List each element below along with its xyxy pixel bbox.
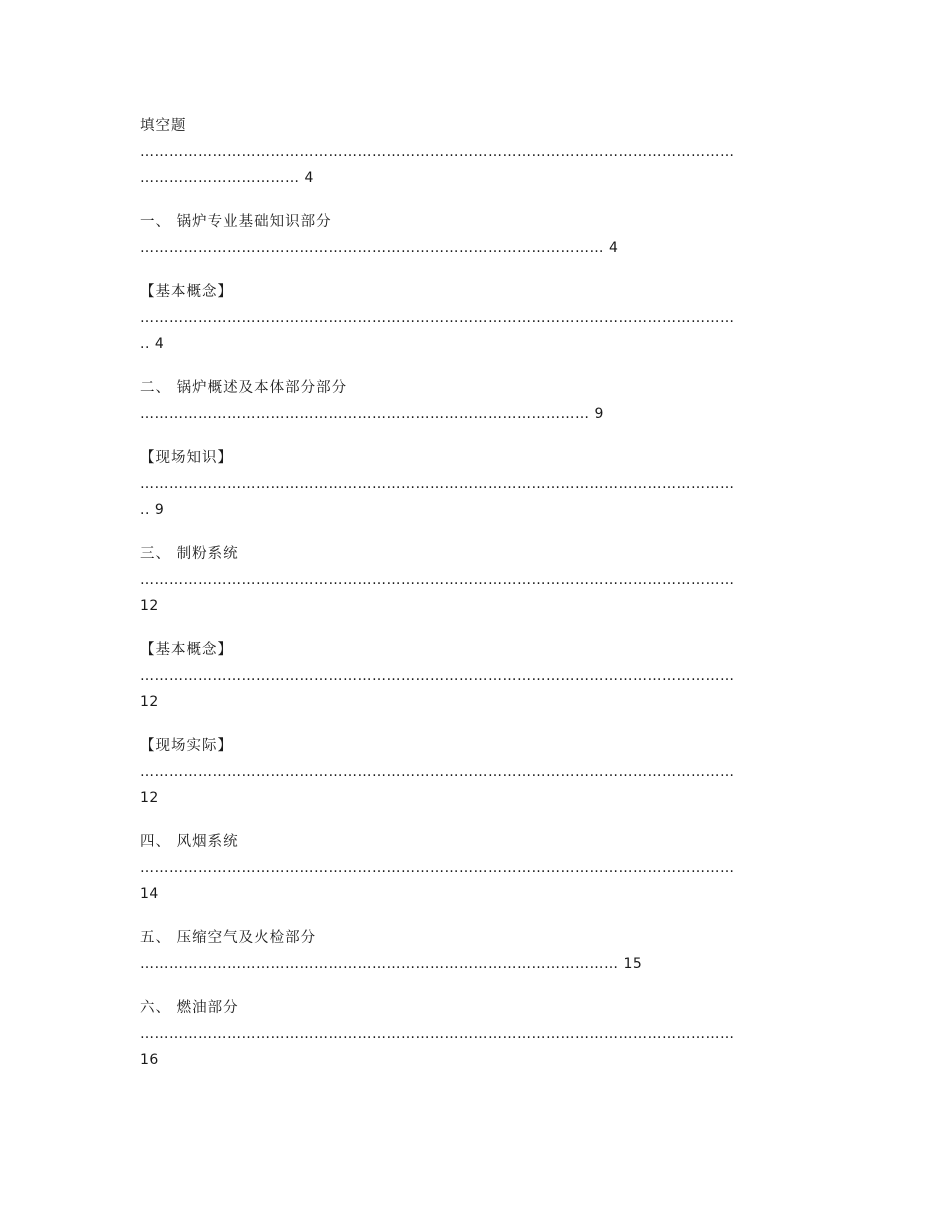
toc-leader-line: …………………………………………………………………………………………………………… — [140, 1026, 735, 1042]
toc-page-line: .. 9 — [140, 502, 165, 518]
table-of-contents — [140, 114, 808, 1073]
toc-page-line: ………………………………………………………………………………… 9 — [140, 406, 604, 422]
toc-title: 三、 制粉系统 — [140, 546, 239, 562]
toc-title: 【基本概念】 — [140, 284, 233, 300]
toc-item[interactable] — [140, 926, 808, 977]
toc-title: 【现场实际】 — [140, 738, 233, 754]
toc-item[interactable] — [140, 830, 808, 907]
toc-page-line: 12 — [140, 598, 159, 614]
toc-item[interactable] — [140, 376, 808, 427]
toc-title: 一、 锅炉专业基础知识部分 — [140, 214, 332, 230]
toc-title: 六、 燃油部分 — [140, 1000, 239, 1016]
toc-item[interactable] — [140, 996, 808, 1073]
toc-leader-line: …………………………………………………………………………………………………………… — [140, 860, 735, 876]
toc-item[interactable] — [140, 734, 808, 811]
toc-item[interactable] — [140, 210, 808, 261]
toc-item[interactable] — [140, 446, 808, 523]
toc-title: 【基本概念】 — [140, 642, 233, 658]
toc-page-line: .. 4 — [140, 336, 165, 352]
toc-leader-line: …………………………………………………………………………………………………………… — [140, 764, 735, 780]
toc-title: 【现场知识】 — [140, 450, 233, 466]
toc-title: 四、 风烟系统 — [140, 834, 239, 850]
toc-page-line: 12 — [140, 694, 159, 710]
toc-item[interactable] — [140, 638, 808, 715]
toc-page-line: 12 — [140, 790, 159, 806]
toc-leader-line: …………………………………………………………………………………………………………… — [140, 310, 735, 326]
toc-item[interactable] — [140, 114, 808, 191]
toc-leader-line: …………………………………………………………………………………………………………… — [140, 668, 735, 684]
toc-leader-line: …………………………………………………………………………………………………………… — [140, 144, 735, 160]
toc-page-line: 16 — [140, 1052, 159, 1068]
toc-leader-line: …………………………………………………………………………………………………………… — [140, 572, 735, 588]
toc-title: 填空题 — [140, 118, 187, 134]
toc-leader-line: …………………………………………………………………………………………………………… — [140, 476, 735, 492]
toc-page-line: …………………………… 4 — [140, 170, 314, 186]
toc-title: 二、 锅炉概述及本体部分部分 — [140, 380, 348, 396]
toc-page-line: …………………………………………………………………………………… 4 — [140, 240, 619, 256]
toc-page-line: ……………………………………………………………………………………… 15 — [140, 956, 643, 972]
toc-item[interactable] — [140, 542, 808, 619]
toc-item[interactable] — [140, 280, 808, 357]
toc-page-line: 14 — [140, 886, 159, 902]
toc-title: 五、 压缩空气及火检部分 — [140, 930, 317, 946]
